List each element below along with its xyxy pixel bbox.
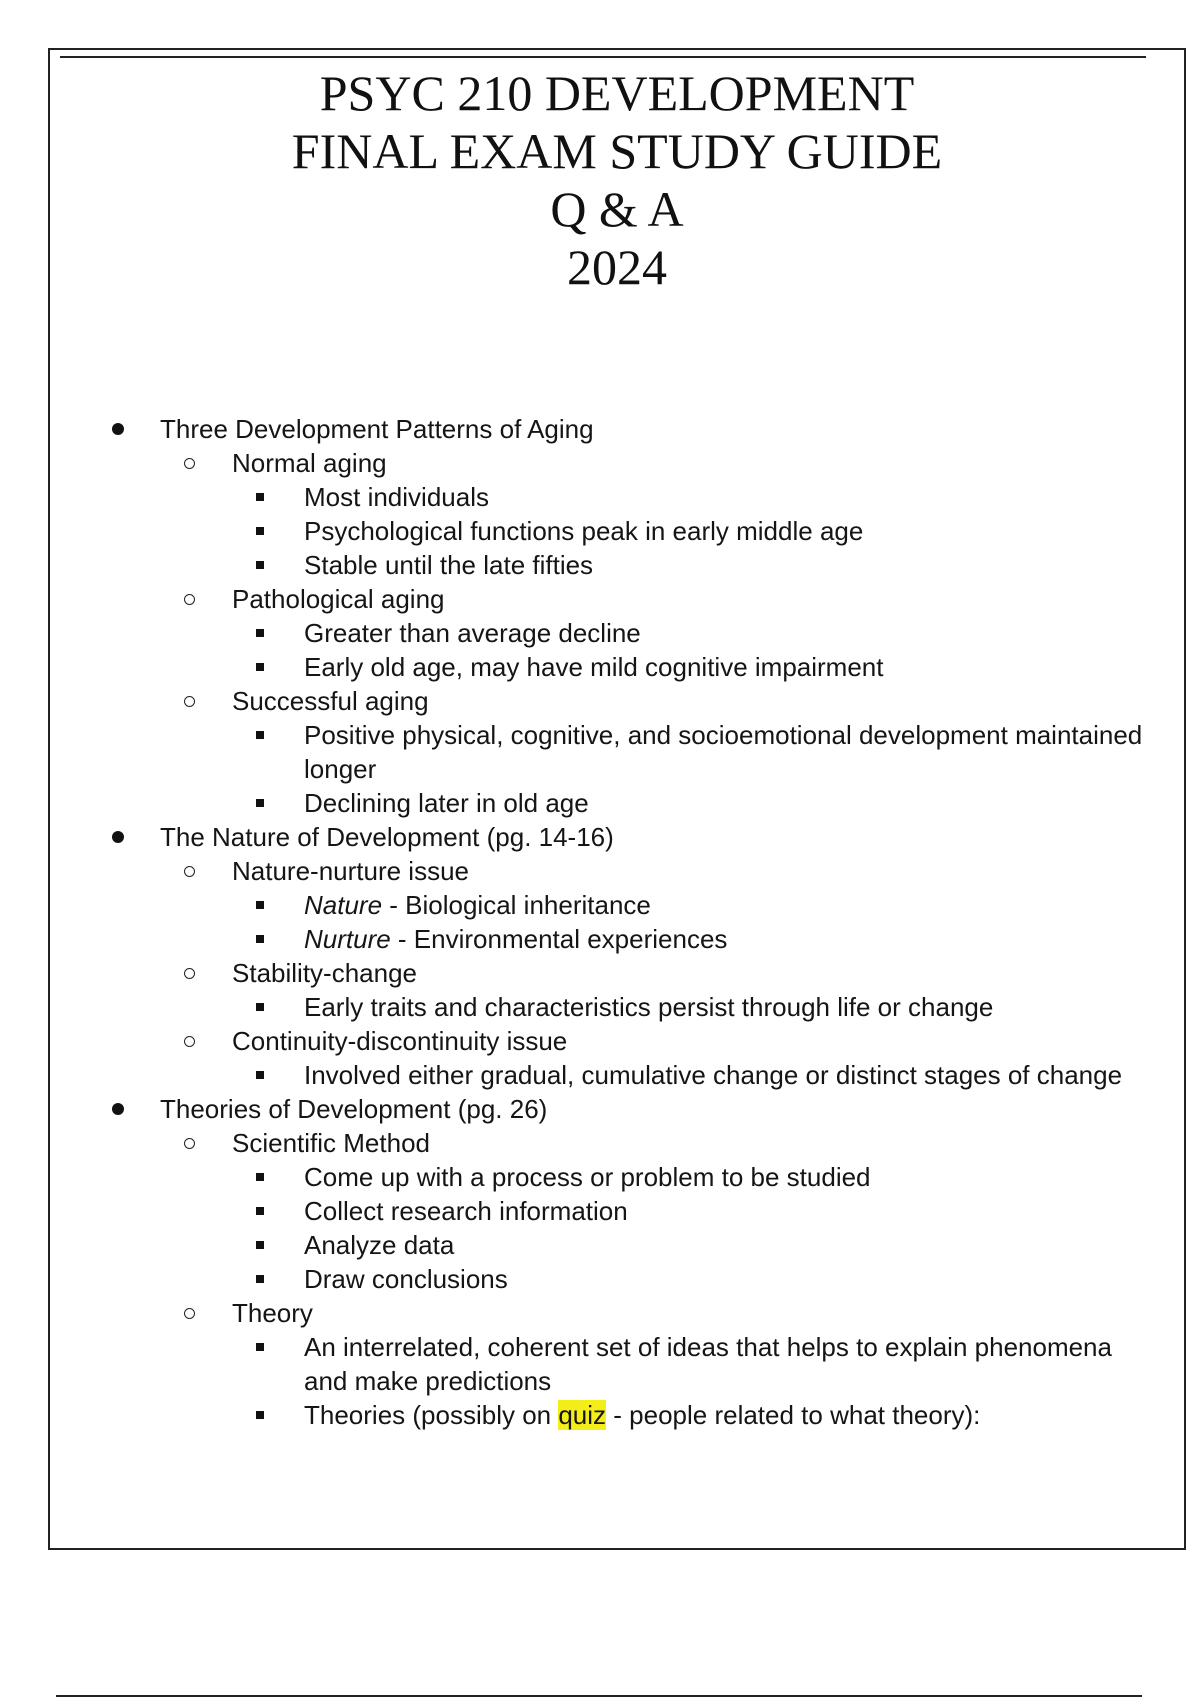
outline-item: Stable until the late fifties (256, 548, 593, 582)
square-bullet-icon (256, 1343, 264, 1351)
outline-item: Theories of Development (pg. 26) (112, 1092, 547, 1126)
square-bullet-icon (256, 1207, 264, 1215)
outline-item: Nurture - Environmental experiences (256, 922, 727, 956)
outline-item: Draw conclusions (256, 1262, 508, 1296)
term-nurture: Nurture (304, 924, 391, 954)
outline-item: Theories (possibly on quiz - people related to what theory): (256, 1398, 980, 1432)
outline-item-continued: and make predictions (304, 1366, 552, 1396)
top-rule (60, 56, 1146, 58)
outline-item: Positive physical, cognitive, and socioemotional development maintained (256, 718, 1142, 752)
outline-item: Collect research information (256, 1194, 628, 1228)
outline-item: The Nature of Development (pg. 14-16) (112, 820, 614, 854)
term-nature: Nature (304, 890, 383, 920)
outline-item: Nature-nurture issue (184, 854, 469, 888)
square-bullet-icon (256, 629, 264, 637)
square-bullet-icon (256, 901, 264, 909)
circle-bullet-icon (184, 696, 195, 707)
page-frame (48, 48, 1186, 1550)
square-bullet-icon (256, 1411, 264, 1419)
circle-bullet-icon (184, 968, 195, 979)
outline-item: Normal aging (184, 446, 387, 480)
square-bullet-icon (256, 1003, 264, 1011)
outline-item: Come up with a process or problem to be studied (256, 1160, 871, 1194)
circle-bullet-icon (184, 458, 195, 469)
square-bullet-icon (256, 527, 264, 535)
square-bullet-icon (256, 731, 264, 739)
outline-item: Three Development Patterns of Aging (112, 412, 594, 446)
page-title (50, 64, 1184, 296)
highlighted-word: quiz (558, 1400, 607, 1430)
outline-item-continued: longer (304, 754, 377, 784)
circle-bullet-icon (184, 1138, 195, 1149)
title-line-year: 2024 (567, 239, 667, 295)
square-bullet-icon (256, 1071, 264, 1079)
outline-item: Analyze data (256, 1228, 454, 1262)
outline-item: Declining later in old age (256, 786, 589, 820)
outline-item: Continuity-discontinuity issue (184, 1024, 567, 1058)
square-bullet-icon (256, 935, 264, 943)
square-bullet-icon (256, 663, 264, 671)
outline-item: Stability-change (184, 956, 417, 990)
outline-item: Involved either gradual, cumulative change or distinct stages of change (256, 1058, 1122, 1092)
outline-item: Early old age, may have mild cognitive impairment (256, 650, 883, 684)
outline-item: An interrelated, coherent set of ideas that helps to explain phenomena (256, 1330, 1112, 1364)
outline-item: Greater than average decline (256, 616, 641, 650)
outline-item: Nature - Biological inheritance (256, 888, 651, 922)
square-bullet-icon (256, 561, 264, 569)
circle-bullet-icon (184, 1308, 195, 1319)
outline-item: Pathological aging (184, 582, 445, 616)
title-line-guide: FINAL EXAM STUDY GUIDE (291, 123, 943, 179)
square-bullet-icon (256, 1173, 264, 1181)
square-bullet-icon (256, 1275, 264, 1283)
outline-item: Scientific Method (184, 1126, 430, 1160)
circle-bullet-icon (184, 1036, 195, 1047)
outline-item: Successful aging (184, 684, 429, 718)
circle-bullet-icon (184, 594, 195, 605)
bullet-icon (112, 423, 124, 435)
square-bullet-icon (256, 493, 264, 501)
title-line-qa: Q & A (550, 181, 684, 237)
bottom-rule (56, 1695, 1142, 1697)
outline-item: Psychological functions peak in early middle age (256, 514, 863, 548)
outline-item: Early traits and characteristics persist through life or change (256, 990, 993, 1024)
bullet-icon (112, 831, 124, 843)
title-line-course: PSYC 210 DEVELOPMENT (319, 65, 915, 121)
bullet-icon (112, 1103, 124, 1115)
square-bullet-icon (256, 1241, 264, 1249)
outline-item: Theory (184, 1296, 313, 1330)
square-bullet-icon (256, 799, 264, 807)
outline-item: Most individuals (256, 480, 489, 514)
circle-bullet-icon (184, 866, 195, 877)
